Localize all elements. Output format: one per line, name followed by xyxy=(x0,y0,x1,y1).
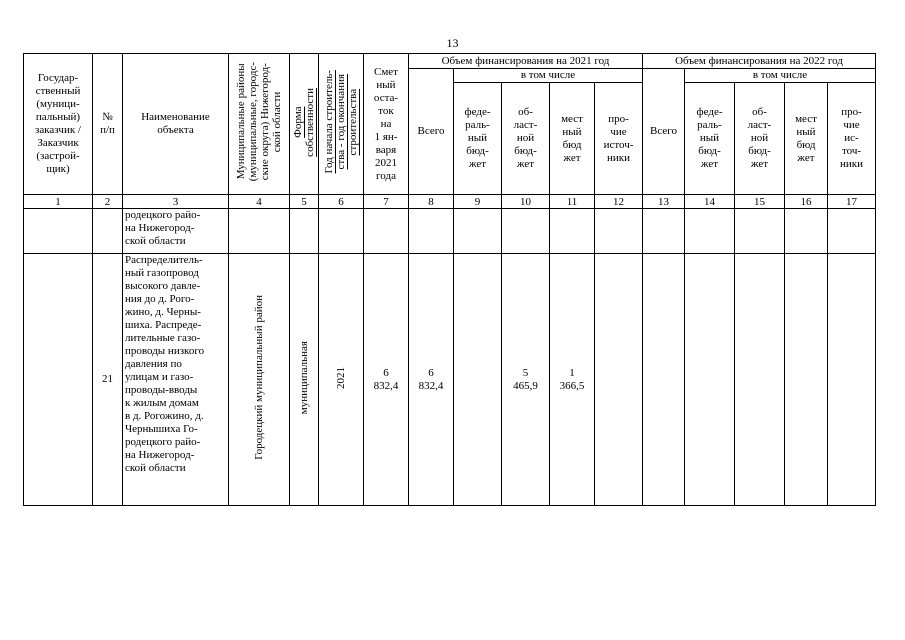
column-number: 5 xyxy=(290,195,319,209)
object-name: родецкого райо- на Нижегород- ской области xyxy=(123,209,229,254)
header-federal-2022: феде- раль- ный бюд- жет xyxy=(685,83,735,195)
header-financing-2021: Объем финансирования на 2021 год xyxy=(409,54,643,69)
ownership: муниципальная xyxy=(298,340,310,415)
column-number: 7 xyxy=(364,195,409,209)
total-2021: 6 832,4 xyxy=(409,254,454,506)
column-number: 9 xyxy=(454,195,502,209)
years-cell xyxy=(319,254,364,506)
column-number: 1 xyxy=(24,195,93,209)
header-other-2021: про- чие источ- ники xyxy=(595,83,643,195)
header-local-2021: мест ный бюд жет xyxy=(550,83,595,195)
header-including-2022: в том числе xyxy=(685,69,876,83)
header-including-2021: в том числе xyxy=(454,69,643,83)
row-number xyxy=(93,209,123,254)
column-number: 4 xyxy=(229,195,290,209)
header-total-2021: Всего xyxy=(409,69,454,195)
column-number: 11 xyxy=(550,195,595,209)
header-years: Год начала строитель- ства - год окончания строительства xyxy=(323,70,359,174)
column-number-row xyxy=(24,195,876,209)
column-number: 15 xyxy=(735,195,785,209)
table-row xyxy=(24,254,876,506)
column-number: 17 xyxy=(828,195,876,209)
column-number: 13 xyxy=(643,195,685,209)
financing-table xyxy=(23,53,876,506)
header-total-2022: Всего xyxy=(643,69,685,195)
header-years-cell xyxy=(319,54,364,195)
header-customer: Государ- ственный (муници- пальный) заказчик / Заказчик (застрой- щик) xyxy=(24,54,93,195)
years: 2021 xyxy=(335,366,347,389)
header-districts-cell xyxy=(229,54,290,195)
regional-2021: 5 465,9 xyxy=(502,254,550,506)
estimate-balance: 6 832,4 xyxy=(364,254,409,506)
column-number: 14 xyxy=(685,195,735,209)
column-number: 3 xyxy=(123,195,229,209)
district-cell xyxy=(229,254,290,506)
table-row xyxy=(24,209,876,254)
column-number: 10 xyxy=(502,195,550,209)
district: Городецкий муниципальный район xyxy=(253,295,265,460)
header-ownership-cell xyxy=(290,54,319,195)
header-balance: Смет ный оста- ток на 1 ян- варя 2021 года xyxy=(364,54,409,195)
header-number: № п/п xyxy=(93,54,123,195)
object-name: Распределитель- ный газопровод высокого давле- ния до д. Рого- жино, д. Черны- шиха. Распреде- лительные газо- проводы низкого давления по улицам и газо- проводы-вводы к жилым домам в д. Рогожино, д. Чернышиха Го- родецкого райо- на Нижегород- ской области xyxy=(123,254,229,506)
column-number: 6 xyxy=(319,195,364,209)
header-other-2022: про- чие ис- точ- ники xyxy=(828,83,876,195)
row-number: 21 xyxy=(93,254,123,506)
header-object-name: Наименование объекта xyxy=(123,54,229,195)
page-number: 13 xyxy=(446,36,459,50)
header-districts: Муниципальные районы (муниципальные, городс- ские округа) Нижегород- ской области xyxy=(235,62,283,182)
header-regional-2022: об- ласт- ной бюд- жет xyxy=(735,83,785,195)
local-2021: 1 366,5 xyxy=(550,254,595,506)
ownership-cell xyxy=(290,254,319,506)
column-number: 12 xyxy=(595,195,643,209)
column-number: 16 xyxy=(785,195,828,209)
column-number: 2 xyxy=(93,195,123,209)
header-ownership: Форма собственности xyxy=(292,87,316,157)
header-local-2022: мест ный бюд жет xyxy=(785,83,828,195)
column-number: 8 xyxy=(409,195,454,209)
header-financing-2022: Объем финансирования на 2022 год xyxy=(643,54,876,69)
header-regional-2021: об- ласт- ной бюд- жет xyxy=(502,83,550,195)
header-federal-2021: феде- раль- ный бюд- жет xyxy=(454,83,502,195)
